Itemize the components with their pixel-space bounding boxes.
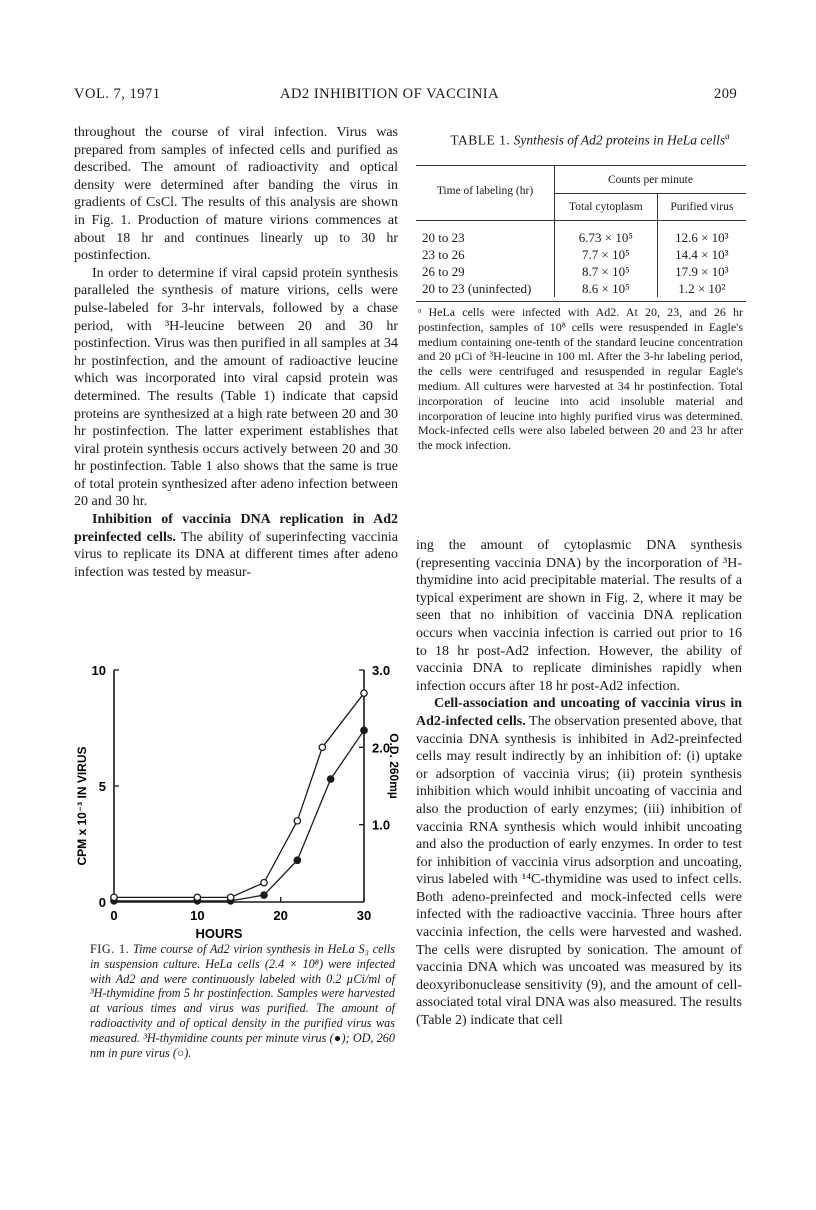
col-header-purified: Purified virus <box>670 201 734 213</box>
table-title-footnote-mark: a <box>725 131 730 141</box>
data-point <box>361 727 367 733</box>
x-tick-label: 20 <box>273 908 288 923</box>
paragraph: ing the amount of cytoplasmic DNA synthesis (representing vaccinia DNA) by the incorporation of ³H-thymidine into acid precipitable material. The results of a typical experiment are shown in Fig. 2, where it may be seen that no inhibition of vaccinia DNA replication occurs when vaccinia infection is carried out prior to 16 to 18 hr post-Ad2 infection. However, the ability of vaccinia DNA to replicate diminishes rapidly when infection occurs after 18 hr post-Ad2 infection. <box>416 538 742 694</box>
table-row <box>416 221 746 247</box>
y-tick-label: 5 <box>98 779 106 794</box>
left-column <box>74 124 398 581</box>
x-tick-label: 30 <box>356 908 372 923</box>
data-point <box>261 879 267 885</box>
table-title <box>440 128 740 149</box>
chart-axes <box>114 670 364 902</box>
x-axis-label: HOURS <box>195 926 243 941</box>
col-header-time: Time of labeling (hr) <box>416 166 555 221</box>
col-header-total: Total cytoplasm <box>555 194 658 221</box>
data-point <box>227 894 233 900</box>
y-axis-label: CPM x 10⁻³ IN VIRUS <box>75 746 89 866</box>
right-column <box>416 537 742 1030</box>
figure-1-caption <box>90 942 395 1060</box>
data-point <box>261 892 267 898</box>
section-heading: Cell-association and uncoating of vaccinia virus in Ad2-infected cells. <box>416 696 742 729</box>
table-cell-total: 7.7 × 10⁵ <box>555 246 658 263</box>
data-point <box>194 894 200 900</box>
col-header-counts: Counts per minute <box>555 166 747 194</box>
paragraph-body: The observation presented above, that vaccinia DNA synthesis is inhibited in Ad2-preinfected cells may result indirectly by an inhibition of: (i) uptake or adsorption of vaccinia virus; (ii) protein synthesis inhibition which would inhibit uncoating of vaccinia and also the production of early enzymes; (iii) inhibition of vaccinia RNA synthesis which would inhibit uncoating and also the production of early enzymes. In order to test for inhibition of vaccinia virus adsorption and uncoating, virus labeled with ¹⁴C-thymidine was used to infect cells. Both adeno-preinfected and mock-infected cells were infected with the radioactive vaccinia. Three hours after vaccinia infection, the cells were harvested and washed. The cells were disrupted by sonication. The amount of vaccinia DNA which was uncoated was measured by its deoxyribonuclease sensitivity (9), and the amount of cell-associated total viral DNA was also measured. The results (Table 2) indicate that cell <box>416 713 742 1029</box>
paragraph <box>74 511 398 581</box>
table-cell-total: 8.6 × 10⁵ <box>555 280 658 297</box>
running-header-volume: VOL. 7, 1971 <box>74 86 161 102</box>
series-line-1 <box>114 693 364 897</box>
figure-1-chart <box>74 662 404 942</box>
y-tick-label: 10 <box>91 663 106 678</box>
table-cell-total: 6.73 × 10⁵ <box>555 221 658 247</box>
table-cell-total: 8.7 × 10⁵ <box>555 263 658 280</box>
table-cell-time: 20 to 23 (uninfected) <box>416 280 555 297</box>
table-footnote: ᵃ HeLa cells were infected with Ad2. At 20, 23, and 26 hr postinfection, samples of 10⁸ cells were resuspended in Eagle's medium containing one-tenth of the standard leucine concentration and 20 µCi of ³H-leucine in 100 ml. After the 3-hr labeling period, the cells were centrifuged and resuspended in regular Eagle's medium. All cultures were harvested at 34 hr postinfection. Total incorporation of leucine into acid insoluble material and incorporation of leucine into highly purified virus was determined. Mock-infected cells were also labeled between 20 and 23 hr after the mock infection. <box>418 305 743 453</box>
paragraph: throughout the course of viral infection. Virus was prepared from samples of infected cells and purified as described. The amount of radioactivity and optical density were determined after banding the virus in gradients of CsCl. The results of this analysis are shown in Fig. 1. Production of mature virions commences at about 18 hr and continues linearly up to 30 hr postinfection. <box>74 125 398 264</box>
section-heading: Inhibition of vaccinia DNA replication in Ad2 preinfected cells. <box>74 512 398 545</box>
paragraph <box>416 695 742 1029</box>
data-point <box>111 894 117 900</box>
y-right-axis-label: O.D. 260mµ <box>387 733 401 799</box>
y-right-tick-label: 1.0 <box>372 817 391 833</box>
x-tick-label: 0 <box>110 908 118 923</box>
chart-series <box>111 690 367 904</box>
x-tick-label: 10 <box>190 908 205 923</box>
table-cell-time: 20 to 23 <box>416 221 555 247</box>
running-header-title: AD2 INHIBITION OF VACCINIA <box>280 86 500 102</box>
data-point <box>294 857 300 863</box>
y-tick-label: 0 <box>98 895 106 910</box>
paragraph: In order to determine if viral capsid protein synthesis paralleled the synthesis of mature virions, cells were pulse-labeled for 3-hr intervals, followed by a chase period, with ³H-leucine between 20 and 30 hr postinfection. Virus was then purified in all samples at 34 hr postinfection, and the amount of radioactive leucine which was incorporated into viral capsid protein was determined. The results (Table 1) indicate that capsid proteins are synthesized at a high rate between 20 and 30 hr postinfection. The latter experiment establishes that viral protein synthesis occurs actively between 20 and 30 hr postinfection. Table 1 also shows that the same is true of total protein synthesized after adeno infection between 20 and 30 hr. <box>74 265 398 510</box>
table-1 <box>416 165 746 302</box>
chart-ticks <box>92 663 391 923</box>
table-cell-purified: 14.4 × 10³ <box>675 247 729 262</box>
table-row <box>416 280 746 297</box>
table-row <box>416 246 746 263</box>
table-label: TABLE 1. <box>450 132 511 148</box>
page-number: 209 <box>714 86 738 102</box>
table-cell-purified: 12.6 × 10³ <box>675 230 729 245</box>
data-point <box>327 776 333 782</box>
table-row <box>416 263 746 280</box>
data-point <box>361 690 367 696</box>
figure-label: FIG. 1. <box>90 942 130 956</box>
table-cell-purified: 17.9 × 10³ <box>675 264 729 279</box>
table-cell-purified: 1.2 × 10² <box>678 281 726 296</box>
caption-text: Time course of Ad2 virion synthesis in HeLa S₃ cells in suspension culture. HeLa cells (2.4 × 10⁸) were infected with Ad2 and were continuously labeled with 0.2 µCi/ml of ³H-thymidine from 5 hr postinfection. Samples were harvested at various times and virus was purified. The amount of radioactivity and of optical density in the purified virus was measured. ³H-thymidine counts per minute virus (●); OD, 260 nm in pure virus (○). <box>90 942 396 1060</box>
table-title-text: Synthesis of Ad2 proteins in HeLa cells <box>513 132 726 148</box>
table-cell-time: 26 to 29 <box>416 263 555 280</box>
y-right-tick-label: 2.0 <box>372 740 391 756</box>
paragraph-body: The ability of superinfecting vaccinia virus to replicate its DNA at different times after adeno infection was tested by measur- <box>74 529 398 580</box>
data-point <box>319 744 325 750</box>
data-point <box>294 818 300 824</box>
series-line-0 <box>114 730 364 901</box>
table-cell-time: 23 to 26 <box>416 246 555 263</box>
y-right-tick-label: 3.0 <box>372 663 391 678</box>
